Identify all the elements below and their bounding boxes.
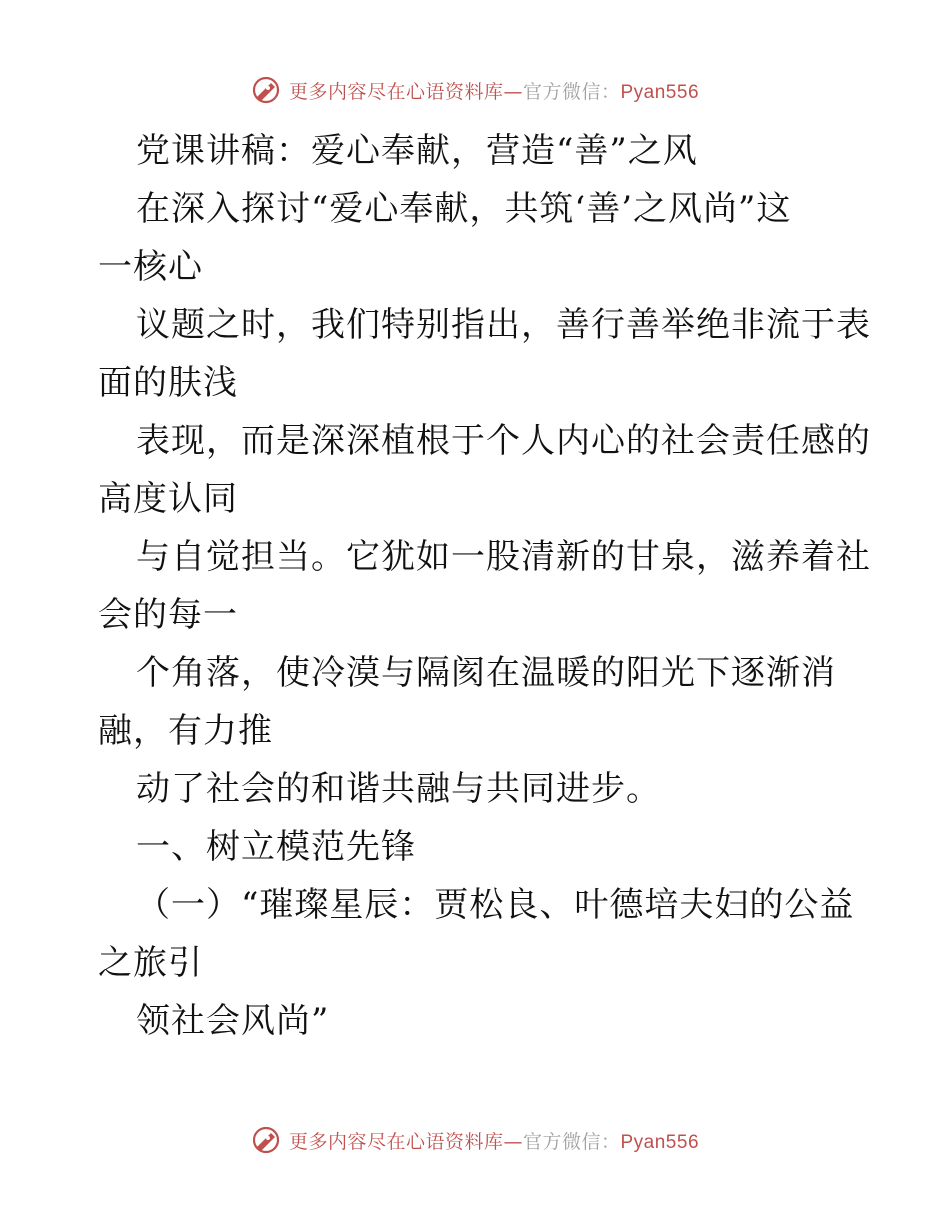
- pen-nib-logo-icon: [251, 75, 281, 105]
- paragraph-line: 个角落，使冷漠与隔阂在温暖的阳光下逐渐消: [136, 653, 836, 693]
- watermark-text: [289, 77, 699, 104]
- header-watermark: [0, 70, 950, 110]
- paragraph-line: 与自觉担当。它犹如一股清新的甘泉，滋养着社: [136, 537, 871, 577]
- watermark-wechat-id: Pyan556: [620, 81, 700, 103]
- paragraph-line: 一核心: [98, 247, 203, 287]
- watermark-brand: 更多内容尽在心语资料库: [288, 80, 504, 103]
- watermark-dash: —: [503, 80, 523, 103]
- subsection-heading-continued: 领社会风尚”: [136, 1001, 330, 1041]
- watermark-text: [289, 1127, 699, 1154]
- paragraph-line: 议题之时，我们特别指出，善行善举绝非流于表: [136, 305, 871, 345]
- paragraph-line: 在深入探讨“爱心奉献，共筑‘善’之风尚”这: [136, 189, 792, 229]
- watermark-dash: —: [503, 1130, 523, 1153]
- watermark-wechat-label: 官方微信：: [522, 80, 621, 103]
- watermark-wechat-id: Pyan556: [620, 1131, 700, 1153]
- watermark-wechat-label: 官方微信：: [522, 1130, 621, 1153]
- subsection-heading-continued: 之旅引: [98, 943, 203, 983]
- footer-watermark: [0, 1120, 950, 1160]
- paragraph-line: 融，有力推: [98, 711, 273, 751]
- section-heading: 一、树立模范先锋: [136, 827, 416, 867]
- paragraph-line: 面的肤浅: [98, 363, 238, 403]
- document-body: [98, 122, 871, 1050]
- subsection-heading: （一）“璀璨星辰：贾松良、叶德培夫妇的公益: [136, 885, 855, 925]
- paragraph-line: 动了社会的和谐共融与共同进步。: [136, 769, 661, 809]
- paragraph-line: 高度认同: [98, 479, 238, 519]
- paragraph-line: 会的每一: [98, 595, 238, 635]
- paragraph-line: 表现，而是深深植根于个人内心的社会责任感的: [136, 421, 871, 461]
- watermark-brand: 更多内容尽在心语资料库: [288, 1130, 504, 1153]
- document-title: 党课讲稿：爱心奉献，营造“善”之风: [136, 131, 698, 171]
- pen-nib-logo-icon: [251, 1125, 281, 1155]
